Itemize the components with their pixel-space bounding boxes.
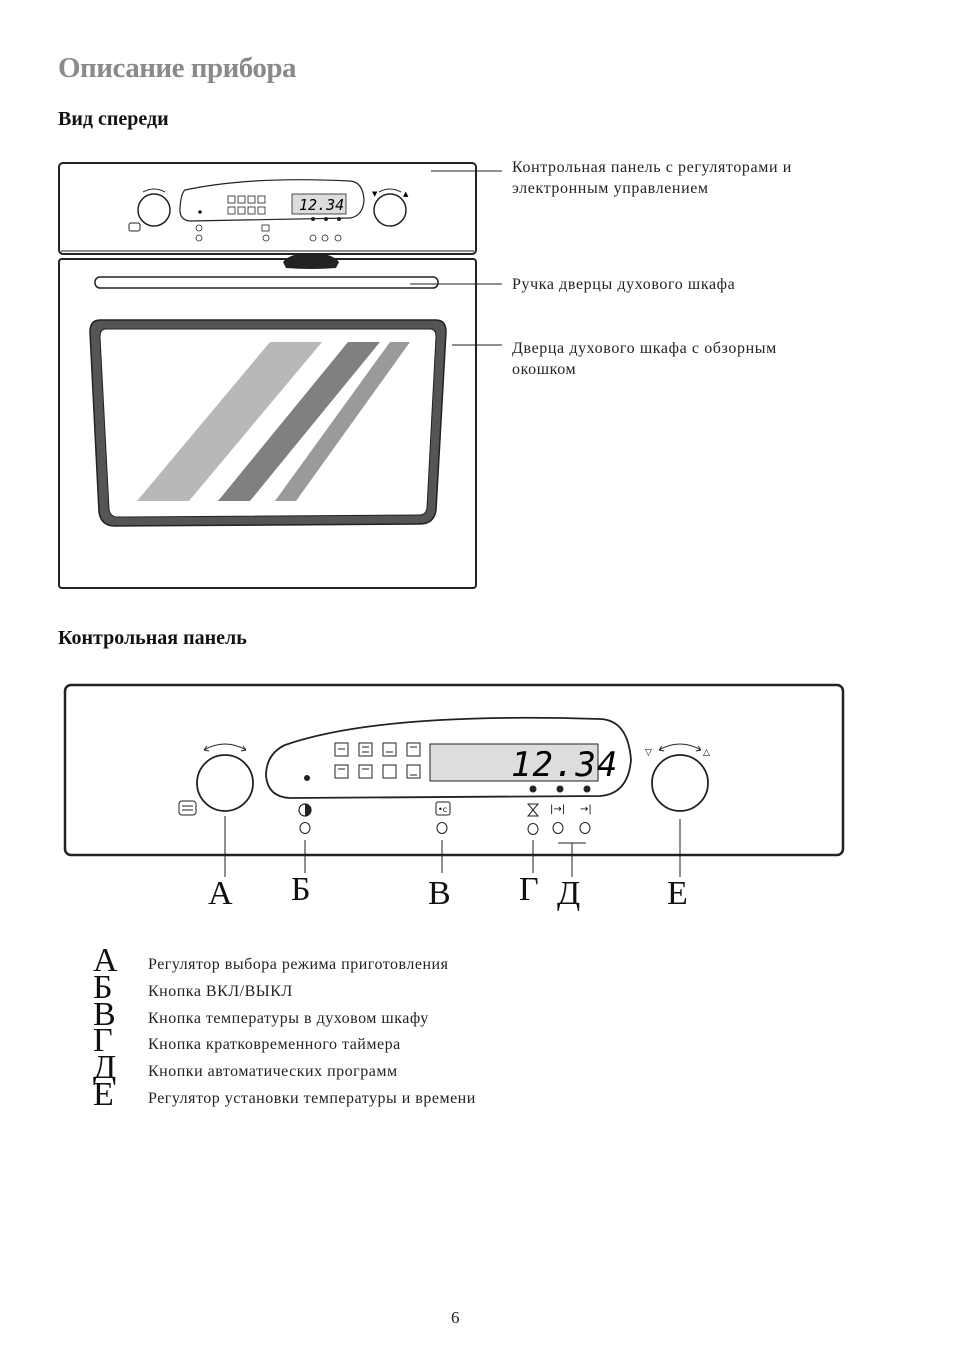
mode-button [383, 743, 396, 756]
legend-text: Регулятор выбора режима приготовления [148, 956, 449, 973]
legend-text: Кнопка ВКЛ/ВЫКЛ [148, 983, 293, 1000]
legend-text: Кнопка кратковременного таймера [148, 1036, 401, 1053]
legend-letter: А [93, 942, 118, 979]
mode-button [335, 765, 348, 778]
front-display-digits: 12.34 [299, 196, 345, 214]
legend-text: Кнопка температуры в духовом шкафу [148, 1010, 429, 1027]
svg-text:•c: •c [438, 805, 448, 814]
section-panel-heading: Контрольная панель [58, 627, 247, 649]
callout-text: Дверца духового шкафа с обзорным [512, 340, 777, 357]
display-digits: 12.34 [511, 745, 619, 785]
mode-button [359, 743, 372, 756]
program-button [580, 823, 590, 834]
label-v: В [428, 875, 451, 912]
label-e: Е [667, 875, 688, 912]
legend-letter: Б [93, 969, 113, 1006]
end-time-icon: →| [580, 804, 592, 815]
mode-button [407, 765, 420, 778]
mode-selector-knob [197, 755, 253, 811]
page-number: 6 [451, 1308, 460, 1327]
label-d: Д [557, 875, 581, 912]
indicator-dot [304, 775, 310, 781]
temperature-button [437, 823, 447, 834]
legend-letter: Д [93, 1049, 117, 1086]
callout-text: электронным управлением [512, 180, 709, 197]
label-b: Б [291, 871, 311, 908]
legend-text: Кнопки автоматических программ [148, 1063, 398, 1080]
indicator-dot [584, 786, 591, 793]
svg-text:▼: ▼ [372, 190, 378, 198]
svg-text:△: △ [703, 748, 710, 758]
page-title: Описание прибора [58, 52, 297, 84]
legend-letter: Г [93, 1022, 113, 1059]
callout-text: окошком [512, 361, 577, 378]
callout-text: Контрольная панель с регуляторами и [512, 159, 792, 176]
svg-text:▽: ▽ [645, 748, 652, 758]
svg-text:▲: ▲ [403, 190, 409, 198]
timer-button [528, 824, 538, 835]
label-a: А [208, 875, 233, 912]
temp-time-knob [652, 755, 708, 811]
legend-letter: В [93, 996, 116, 1033]
section-front-heading: Вид спереди [58, 108, 169, 130]
mode-button [359, 765, 372, 778]
program-button [553, 823, 563, 834]
legend-letter: Е [93, 1076, 114, 1113]
indicator-dot [530, 786, 537, 793]
mode-button [383, 765, 396, 778]
power-button [300, 823, 310, 834]
label-g: Г [519, 871, 539, 908]
indicator-dot [557, 786, 564, 793]
callout-text: Ручка дверцы духового шкафа [512, 276, 736, 293]
legend-text: Регулятор установки температуры и времени [148, 1090, 476, 1107]
mode-button [407, 743, 420, 756]
duration-icon: |→| [550, 804, 566, 815]
